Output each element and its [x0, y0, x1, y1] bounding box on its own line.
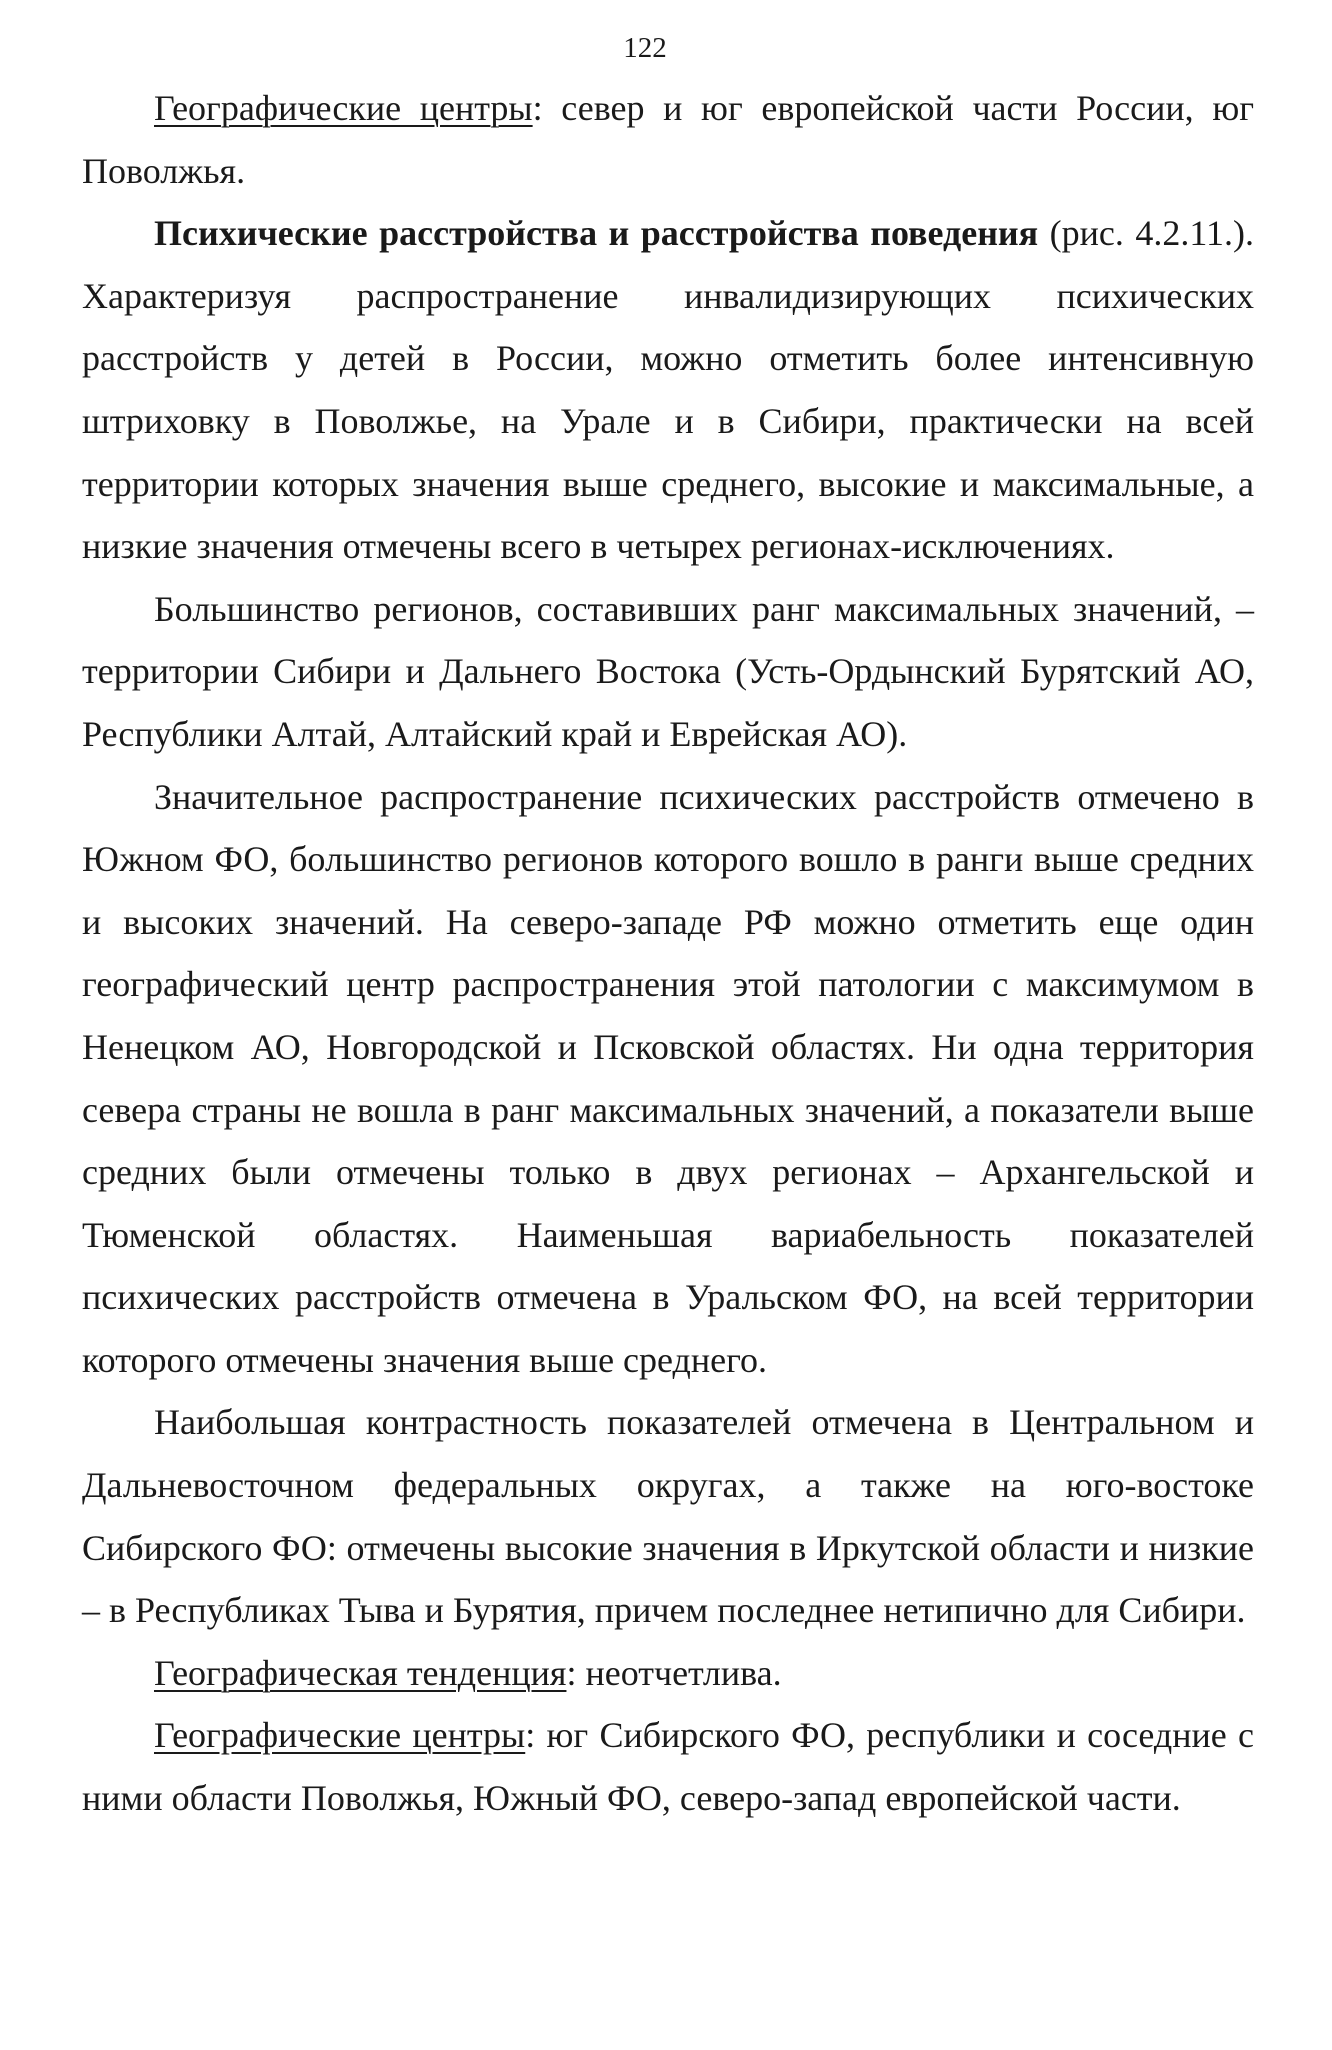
label-geographic-tendency: Географическая тенденция [154, 1652, 567, 1693]
paragraph-max-regions [82, 578, 1254, 766]
paragraph-contrast [82, 1391, 1254, 1641]
paragraph-tendency [82, 1642, 1254, 1705]
paragraph-centers-2 [82, 1704, 1254, 1829]
section-heading: Психические расстройства и расстройства поведения [154, 213, 1039, 254]
paragraph-text: Значительное распространение психических расстройств отмечено в Южном ФО, большинство регионов которого вошло в ранги выше средних и высоких значений. На северо-западе РФ можно отметить еще один географический центр распространения этой патологии с максимумом в Ненецком АО, Новгородской и Псковской областях. Ни одна территория севера страны не вошла в ранг максимальных значений, а показатели выше средних были отмечены только в двух регионах – Архангельской и Тюменской областях. Наименьшая вариабельность показателей психических расстройств отмечена в Уральском ФО, на всей территории которого отмечены значения выше среднего. [82, 776, 1254, 1380]
paragraph-text: Большинство регионов, составивших ранг максимальных значений, – территории Сибири и Дальнего Востока (Усть-Ордынский Бурятский АО, Республики Алтай, Алтайский край и Еврейская АО). [82, 588, 1254, 754]
paragraph-text: Наибольшая контрастность показателей отмечена в Центральном и Дальневосточном федеральных округах, а также на юго-востоке Сибирского ФО: отмечены высокие значения в Иркутской области и низкие – в Республиках Тыва и Бурятия, причем последнее нетипично для Сибири. [82, 1402, 1254, 1631]
paragraph-mental-disorders [82, 202, 1254, 578]
label-geographic-centers: Географические центры [154, 1715, 526, 1756]
page-number: 122 [623, 32, 667, 64]
paragraph-text: : юг Сибирского ФО, республики и соседние с ними области Поволжья, Южный ФО, северо-запад европейской части. [82, 1715, 1255, 1819]
paragraph-text: : неотчетлива. [566, 1652, 782, 1693]
paragraph-text: : север и юг европейской части России, юг Поволжья. [82, 88, 1254, 191]
label-geographic-centers: Географические центры [154, 88, 533, 128]
paragraph-text: (рис. 4.2.11.). Характеризуя распространение инвалидизирующих психических расстройств у детей в России, можно отметить более интенсивную штриховку в Поволжье, на Урале и в Сибири, практически на всей территории которых значения выше среднего, высокие и максимальные, а низкие значения отмечены всего в четырех регионах-исключениях. [82, 213, 1254, 567]
paragraph-centers-1 [82, 77, 1254, 202]
paragraph-south-northwest [82, 766, 1254, 1392]
body-text [82, 77, 1254, 1830]
